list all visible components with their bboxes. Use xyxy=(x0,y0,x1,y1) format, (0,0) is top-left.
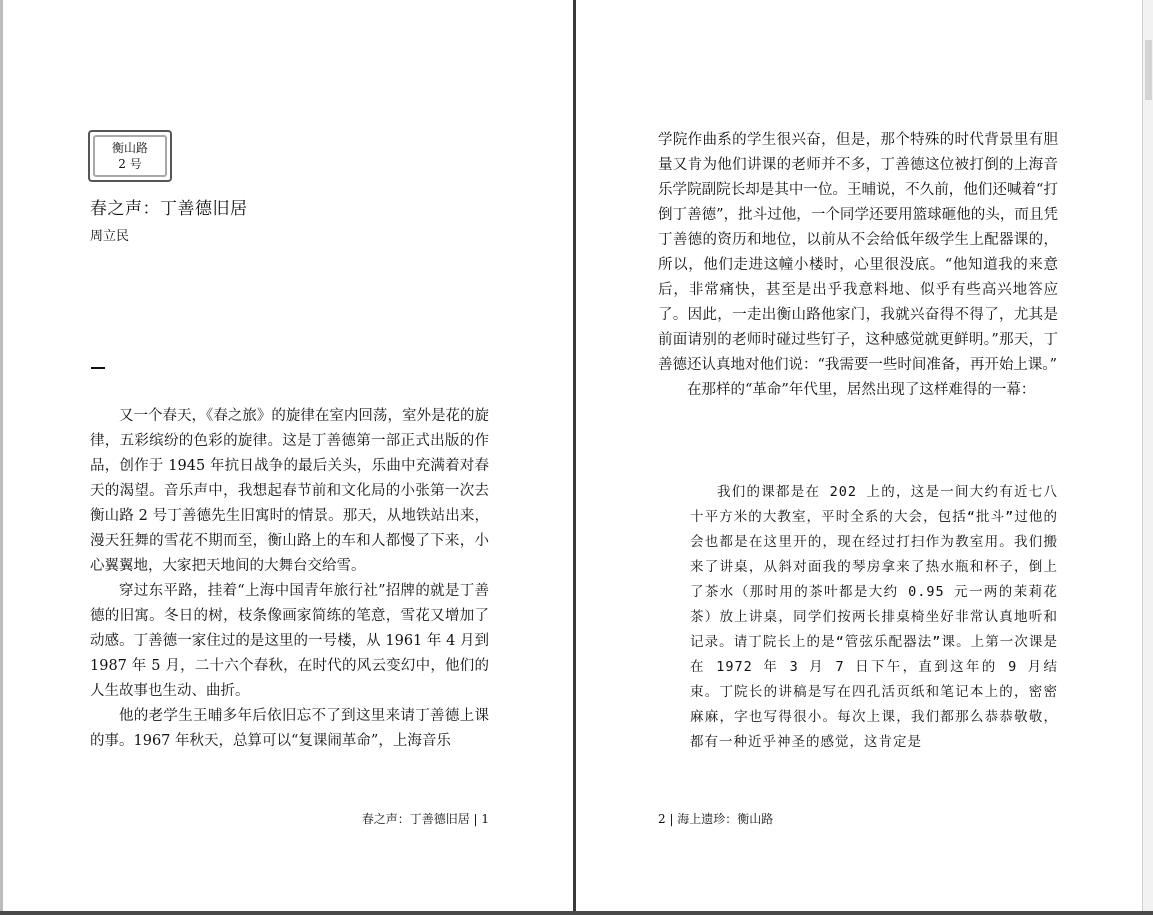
chapter-badge-line2: 2 号 xyxy=(118,157,142,171)
block-quote: 我们的课都是在 202 上的，这是一间大约有近七八十平方米的大教室，平时全系的大会，包括“批斗”过他的会也都是在这里开的，现在经过打扫作为教室用。我们搬来了讲桌，从斜对面我的琴房拿来了热水瓶和杯子，倒上了茶水（那时用的茶叶都是大约 0.95 元一两的茉莉花茶）放上讲桌，同学们按两长排桌椅坐好非常认真地听和记录。请丁院长上的是“管弦乐配器法”课。上第一次课是在 1972 年 3 月 7 日下午，直到这年的 9 月结束。丁院长的讲稿是写在四孔活页纸和笔记本上的，密密麻麻，字也写得很小。每次上课，我们都那么恭恭敬敬，都有一种近乎神圣的感觉，这肯定是 xyxy=(690,484,1058,750)
scrollbar-thumb[interactable] xyxy=(1145,40,1152,100)
section-number-one xyxy=(91,367,105,369)
vertical-scrollbar[interactable] xyxy=(1142,0,1153,911)
chapter-title: 春之声：丁善德旧居 xyxy=(90,199,248,219)
chapter-badge xyxy=(88,130,172,182)
right-page-body xyxy=(658,128,1058,403)
chapter-badge-inner xyxy=(93,135,167,177)
right-page-footer: 2 | 海上遗珍：衡山路 xyxy=(658,812,774,826)
paragraph: 穿过东平路，挂着“上海中国青年旅行社”招牌的就是丁善德的旧寓。冬日的树，枝条像画家简练的笔意，雪花又增加了动感。丁善德一家住过的是这里的一号楼，从 1961 年 4 月到 1987 年 5 月，二十六个春秋，在时代的风云变幻中，他们的人生故事也生动、曲折。 xyxy=(90,583,489,699)
chapter-badge-line1: 衡山路 xyxy=(111,141,148,155)
chapter-author: 周立民 xyxy=(90,229,130,244)
paragraph: 又一个春天，《春之旅》的旋律在室内回荡，室外是花的旋律，五彩缤纷的色彩的旋律。这是丁善德第一部正式出版的作品，创作于 1945 年抗日战争的最后关头，乐曲中充满着对春天的渴望。音乐声中，我想起春节前和文化局的小张第一次去衡山路 2 号丁善德先生旧寓时的情景。那天，从地铁站出来，漫天狂舞的雪花不期而至，衡山路上的车和人都慢了下来，小心翼翼地，大家把天地间的大舞台交给雪。 xyxy=(90,408,489,574)
left-page-body xyxy=(90,404,489,754)
left-page-footer: 春之声：丁善德旧居 | 1 xyxy=(361,812,489,826)
paragraph: 他的老学生王晡多年后依旧忘不了到这里来请丁善德上课的事。1967 年秋天，总算可以“复课闹革命”，上海音乐 xyxy=(90,708,489,749)
paragraph: 在那样的“革命”年代里，居然出现了这样难得的一幕： xyxy=(687,382,1036,398)
viewer-bottom-border xyxy=(0,911,1153,915)
paragraph-continued: 学院作曲系的学生很兴奋，但是，那个特殊的时代背景里有胆量又肯为他们讲课的老师并不多，丁善德这位被打倒的上海音乐学院副院长却是其中一位。王晡说，不久前，他们还喊着“打倒丁善德”，批斗过他，一个同学还要用篮球砸他的头，而且凭丁善德的资历和地位，以前从不会给低年级学生上配器课的，所以，他们走进这幢小楼时，心里很没底。“他知道我的来意后，非常痛快，甚至是出乎我意料地、似乎有些高兴地答应了。因此，一走出衡山路他家门，我就兴奋得不得了，尤其是前面请别的老师时碰过些钉子，这种感觉就更鲜明。”那天，丁善德还认真地对他们说：“我需要一些时间准备，再开始上课。” xyxy=(658,132,1058,373)
